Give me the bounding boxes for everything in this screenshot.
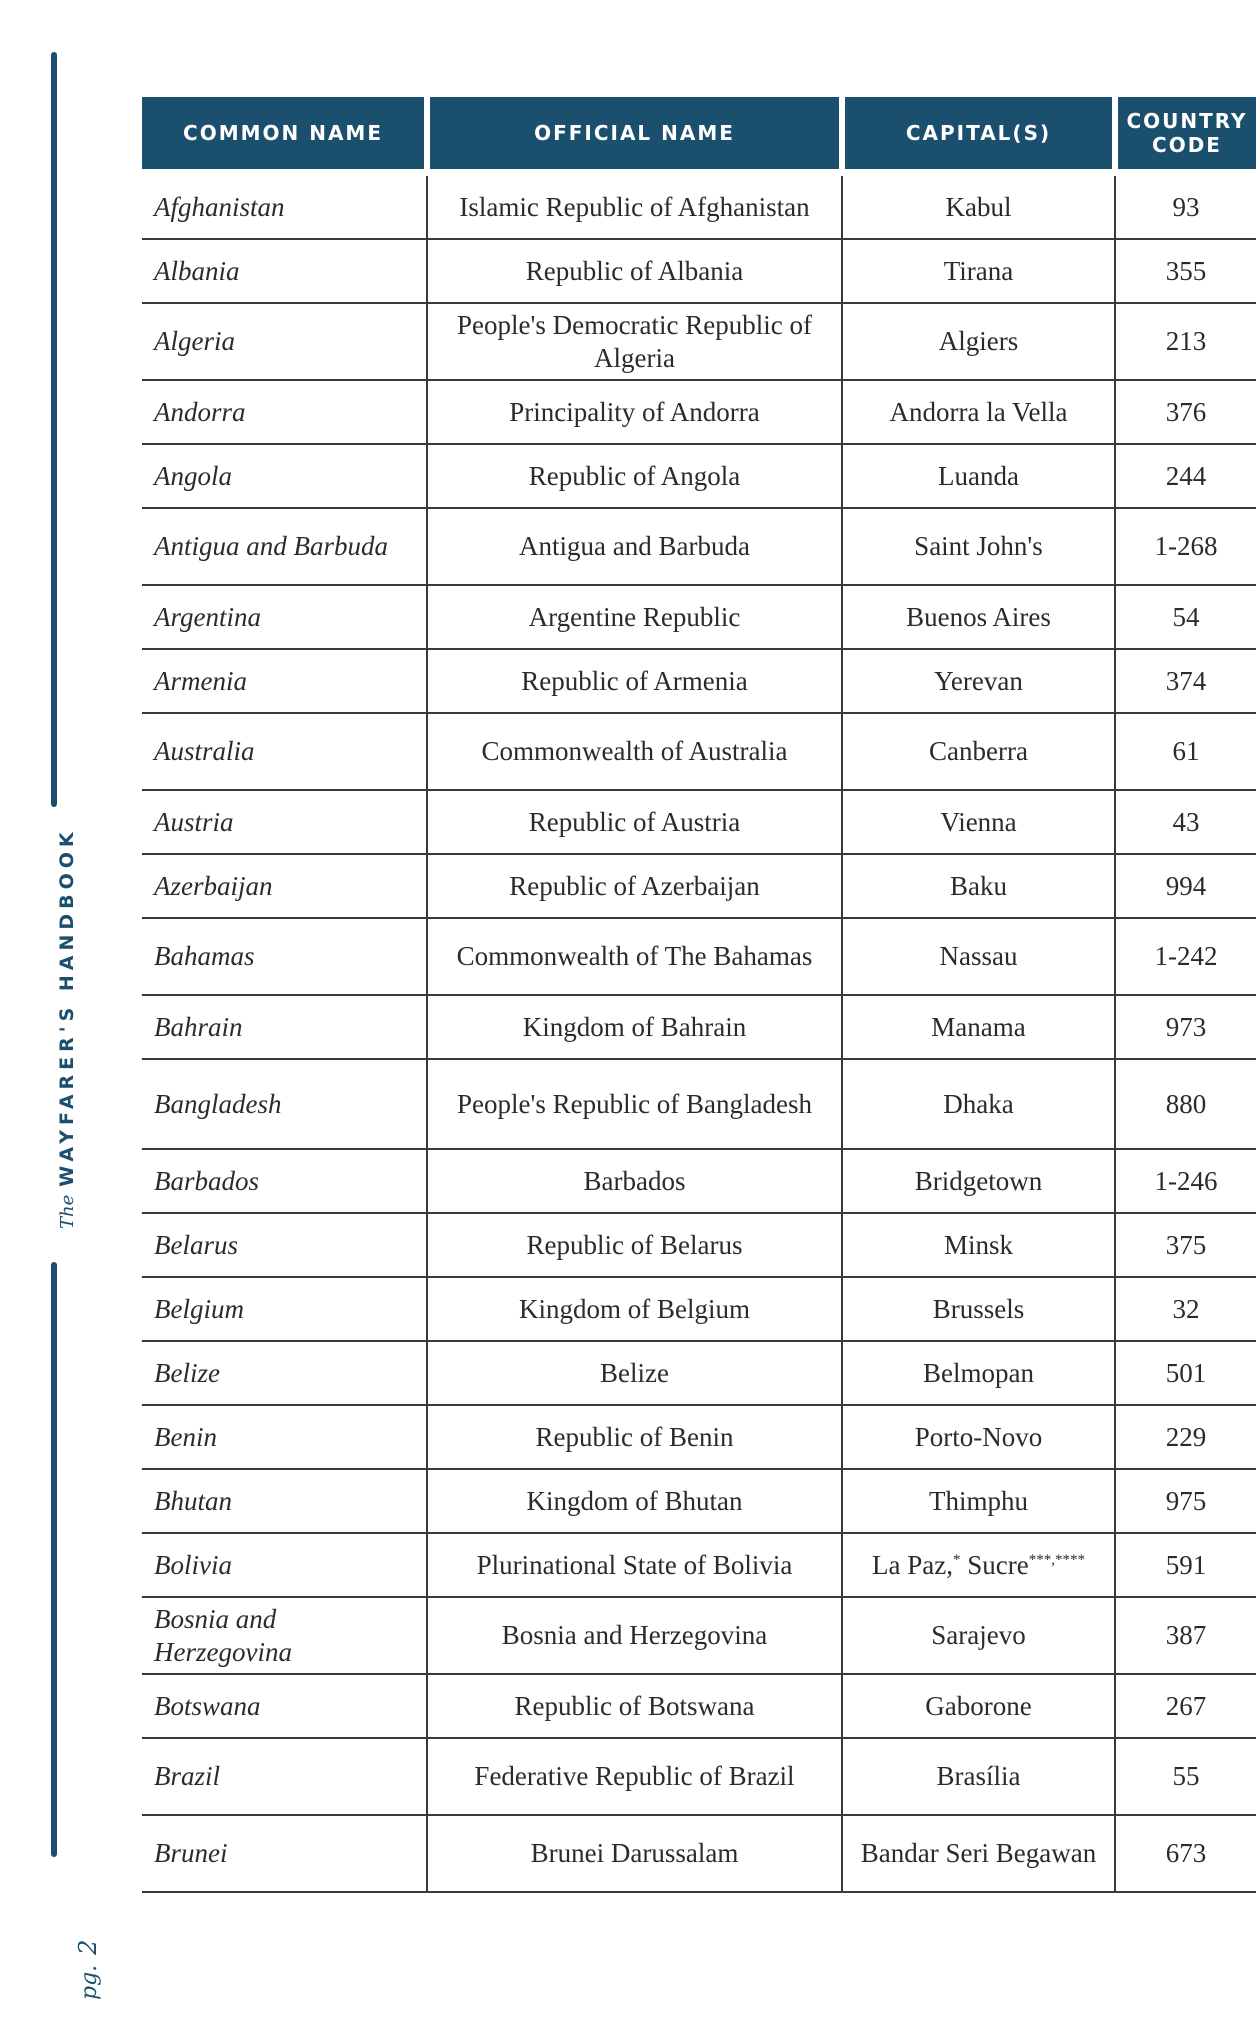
code-cell: 1-268 — [1115, 508, 1256, 585]
code-cell: 55 — [1115, 1738, 1256, 1815]
official-name-cell: Federative Republic of Brazil — [427, 1738, 842, 1815]
table-row — [142, 444, 1256, 508]
footnote-mark: ***,**** — [1028, 1551, 1085, 1568]
common-name-cell: Antigua and Barbuda — [142, 508, 427, 585]
capital-cell: Belmopan — [842, 1341, 1115, 1405]
official-name-cell: People's Republic of Bangladesh — [427, 1059, 842, 1149]
code-cell: 1-242 — [1115, 918, 1256, 995]
table-row — [142, 1059, 1256, 1149]
common-name-cell: Belgium — [142, 1277, 427, 1341]
table-row — [142, 995, 1256, 1059]
code-cell: 244 — [1115, 444, 1256, 508]
common-name-cell: Bosnia and Herzegovina — [142, 1597, 427, 1674]
official-name-cell: Principality of Andorra — [427, 380, 842, 444]
header-code-line1: COUNTRY — [1126, 109, 1248, 133]
code-cell: 501 — [1115, 1341, 1256, 1405]
code-cell: 32 — [1115, 1277, 1256, 1341]
table-header-row — [142, 97, 1256, 173]
table-row — [142, 1674, 1256, 1738]
capital-name: La Paz, — [872, 1549, 953, 1580]
code-cell: 54 — [1115, 585, 1256, 649]
header-capitals: CAPITAL(S) — [842, 97, 1115, 173]
table-row — [142, 1149, 1256, 1213]
common-name-cell: Argentina — [142, 585, 427, 649]
official-name-cell: Republic of Angola — [427, 444, 842, 508]
official-name-cell: Republic of Botswana — [427, 1674, 842, 1738]
official-name-cell: Republic of Belarus — [427, 1213, 842, 1277]
capital-cell: Manama — [842, 995, 1115, 1059]
common-name-cell: Bangladesh — [142, 1059, 427, 1149]
side-rule-top — [51, 52, 57, 807]
code-cell: 374 — [1115, 649, 1256, 713]
code-cell: 994 — [1115, 854, 1256, 918]
table-row — [142, 303, 1256, 380]
table-row — [142, 1533, 1256, 1597]
capital-cell: Kabul — [842, 173, 1115, 240]
capital-cell: Luanda — [842, 444, 1115, 508]
official-name-cell: Republic of Austria — [427, 790, 842, 854]
capital-cell: Brasília — [842, 1738, 1115, 1815]
table-row — [142, 1213, 1256, 1277]
capital-cell: Thimphu — [842, 1469, 1115, 1533]
page-number — [74, 1940, 102, 2000]
official-name-cell: Republic of Albania — [427, 239, 842, 303]
code-cell: 229 — [1115, 1405, 1256, 1469]
common-name-cell: Australia — [142, 713, 427, 790]
official-name-cell: Republic of Azerbaijan — [427, 854, 842, 918]
table-row — [142, 1405, 1256, 1469]
common-name-cell: Azerbaijan — [142, 854, 427, 918]
code-cell: 880 — [1115, 1059, 1256, 1149]
capital-name-2: Sucre — [967, 1549, 1029, 1580]
code-cell: 673 — [1115, 1815, 1256, 1892]
code-cell: 93 — [1115, 173, 1256, 240]
capital-cell: Gaborone — [842, 1674, 1115, 1738]
official-name-cell: Kingdom of Belgium — [427, 1277, 842, 1341]
header-code-line2: CODE — [1152, 133, 1222, 157]
capital-cell: Canberra — [842, 713, 1115, 790]
country-table — [142, 97, 1256, 1893]
code-cell: 1-246 — [1115, 1149, 1256, 1213]
header-common-name: COMMON NAME — [142, 97, 427, 173]
code-cell: 376 — [1115, 380, 1256, 444]
book-title-prefix: The — [57, 1194, 78, 1229]
capital-cell: Dhaka — [842, 1059, 1115, 1149]
capital-cell: Andorra la Vella — [842, 380, 1115, 444]
header-country-code — [1115, 97, 1256, 173]
table-row — [142, 239, 1256, 303]
code-cell: 267 — [1115, 1674, 1256, 1738]
capital-cell: Buenos Aires — [842, 585, 1115, 649]
capital-cell: Sarajevo — [842, 1597, 1115, 1674]
capital-cell: Bandar Seri Begawan — [842, 1815, 1115, 1892]
header-official-name: OFFICIAL NAME — [427, 97, 842, 173]
official-name-cell: Plurinational State of Bolivia — [427, 1533, 842, 1597]
common-name-cell: Brunei — [142, 1815, 427, 1892]
common-name-cell: Benin — [142, 1405, 427, 1469]
common-name-cell: Bahrain — [142, 995, 427, 1059]
capital-cell: Bridgetown — [842, 1149, 1115, 1213]
capital-cell: Vienna — [842, 790, 1115, 854]
side-rule-bottom — [51, 1262, 57, 1857]
common-name-cell: Albania — [142, 239, 427, 303]
code-cell: 591 — [1115, 1533, 1256, 1597]
capital-cell: Baku — [842, 854, 1115, 918]
capital-cell: Porto-Novo — [842, 1405, 1115, 1469]
official-name-cell: People's Democratic Republic of Algeria — [427, 303, 842, 380]
table-row — [142, 1341, 1256, 1405]
code-cell: 387 — [1115, 1597, 1256, 1674]
code-cell: 975 — [1115, 1469, 1256, 1533]
code-cell: 973 — [1115, 995, 1256, 1059]
footnote-mark: * — [952, 1551, 961, 1568]
common-name-cell: Armenia — [142, 649, 427, 713]
official-name-cell: Kingdom of Bahrain — [427, 995, 842, 1059]
code-cell: 43 — [1115, 790, 1256, 854]
table-row — [142, 1597, 1256, 1674]
page-number-label: pg. — [77, 1964, 102, 2000]
official-name-cell: Commonwealth of Australia — [427, 713, 842, 790]
common-name-cell: Bhutan — [142, 1469, 427, 1533]
capital-cell: Saint John's — [842, 508, 1115, 585]
common-name-cell: Afghanistan — [142, 173, 427, 240]
capital-cell: Nassau — [842, 918, 1115, 995]
capital-cell: Brussels — [842, 1277, 1115, 1341]
book-title — [56, 827, 79, 1229]
common-name-cell: Belize — [142, 1341, 427, 1405]
table-row — [142, 585, 1256, 649]
code-cell: 61 — [1115, 713, 1256, 790]
table-row — [142, 854, 1256, 918]
official-name-cell: Republic of Benin — [427, 1405, 842, 1469]
table-row — [142, 713, 1256, 790]
common-name-cell: Angola — [142, 444, 427, 508]
page-number-value: 2 — [74, 1939, 102, 1955]
capital-cell: Yerevan — [842, 649, 1115, 713]
common-name-cell: Brazil — [142, 1738, 427, 1815]
table-row — [142, 649, 1256, 713]
code-cell: 355 — [1115, 239, 1256, 303]
table-row — [142, 380, 1256, 444]
capital-cell: Tirana — [842, 239, 1115, 303]
common-name-cell: Algeria — [142, 303, 427, 380]
book-title-main: WAYFARER'S HANDBOOK — [56, 827, 78, 1187]
table-row — [142, 1738, 1256, 1815]
table-row — [142, 1469, 1256, 1533]
table-row — [142, 1815, 1256, 1892]
capital-cell — [842, 1533, 1115, 1597]
table-row — [142, 790, 1256, 854]
official-name-cell: Commonwealth of The Bahamas — [427, 918, 842, 995]
official-name-cell: Islamic Republic of Afghanistan — [427, 173, 842, 240]
capital-cell: Minsk — [842, 1213, 1115, 1277]
table-row — [142, 173, 1256, 240]
table-row — [142, 1277, 1256, 1341]
official-name-cell: Kingdom of Bhutan — [427, 1469, 842, 1533]
official-name-cell: Republic of Armenia — [427, 649, 842, 713]
common-name-cell: Botswana — [142, 1674, 427, 1738]
common-name-cell: Barbados — [142, 1149, 427, 1213]
code-cell: 375 — [1115, 1213, 1256, 1277]
official-name-cell: Argentine Republic — [427, 585, 842, 649]
official-name-cell: Brunei Darussalam — [427, 1815, 842, 1892]
official-name-cell: Barbados — [427, 1149, 842, 1213]
official-name-cell: Antigua and Barbuda — [427, 508, 842, 585]
common-name-cell: Bolivia — [142, 1533, 427, 1597]
common-name-cell: Austria — [142, 790, 427, 854]
table-row — [142, 508, 1256, 585]
code-cell: 213 — [1115, 303, 1256, 380]
official-name-cell: Belize — [427, 1341, 842, 1405]
common-name-cell: Bahamas — [142, 918, 427, 995]
table-row — [142, 918, 1256, 995]
capital-cell: Algiers — [842, 303, 1115, 380]
common-name-cell: Andorra — [142, 380, 427, 444]
common-name-cell: Belarus — [142, 1213, 427, 1277]
official-name-cell: Bosnia and Herzegovina — [427, 1597, 842, 1674]
